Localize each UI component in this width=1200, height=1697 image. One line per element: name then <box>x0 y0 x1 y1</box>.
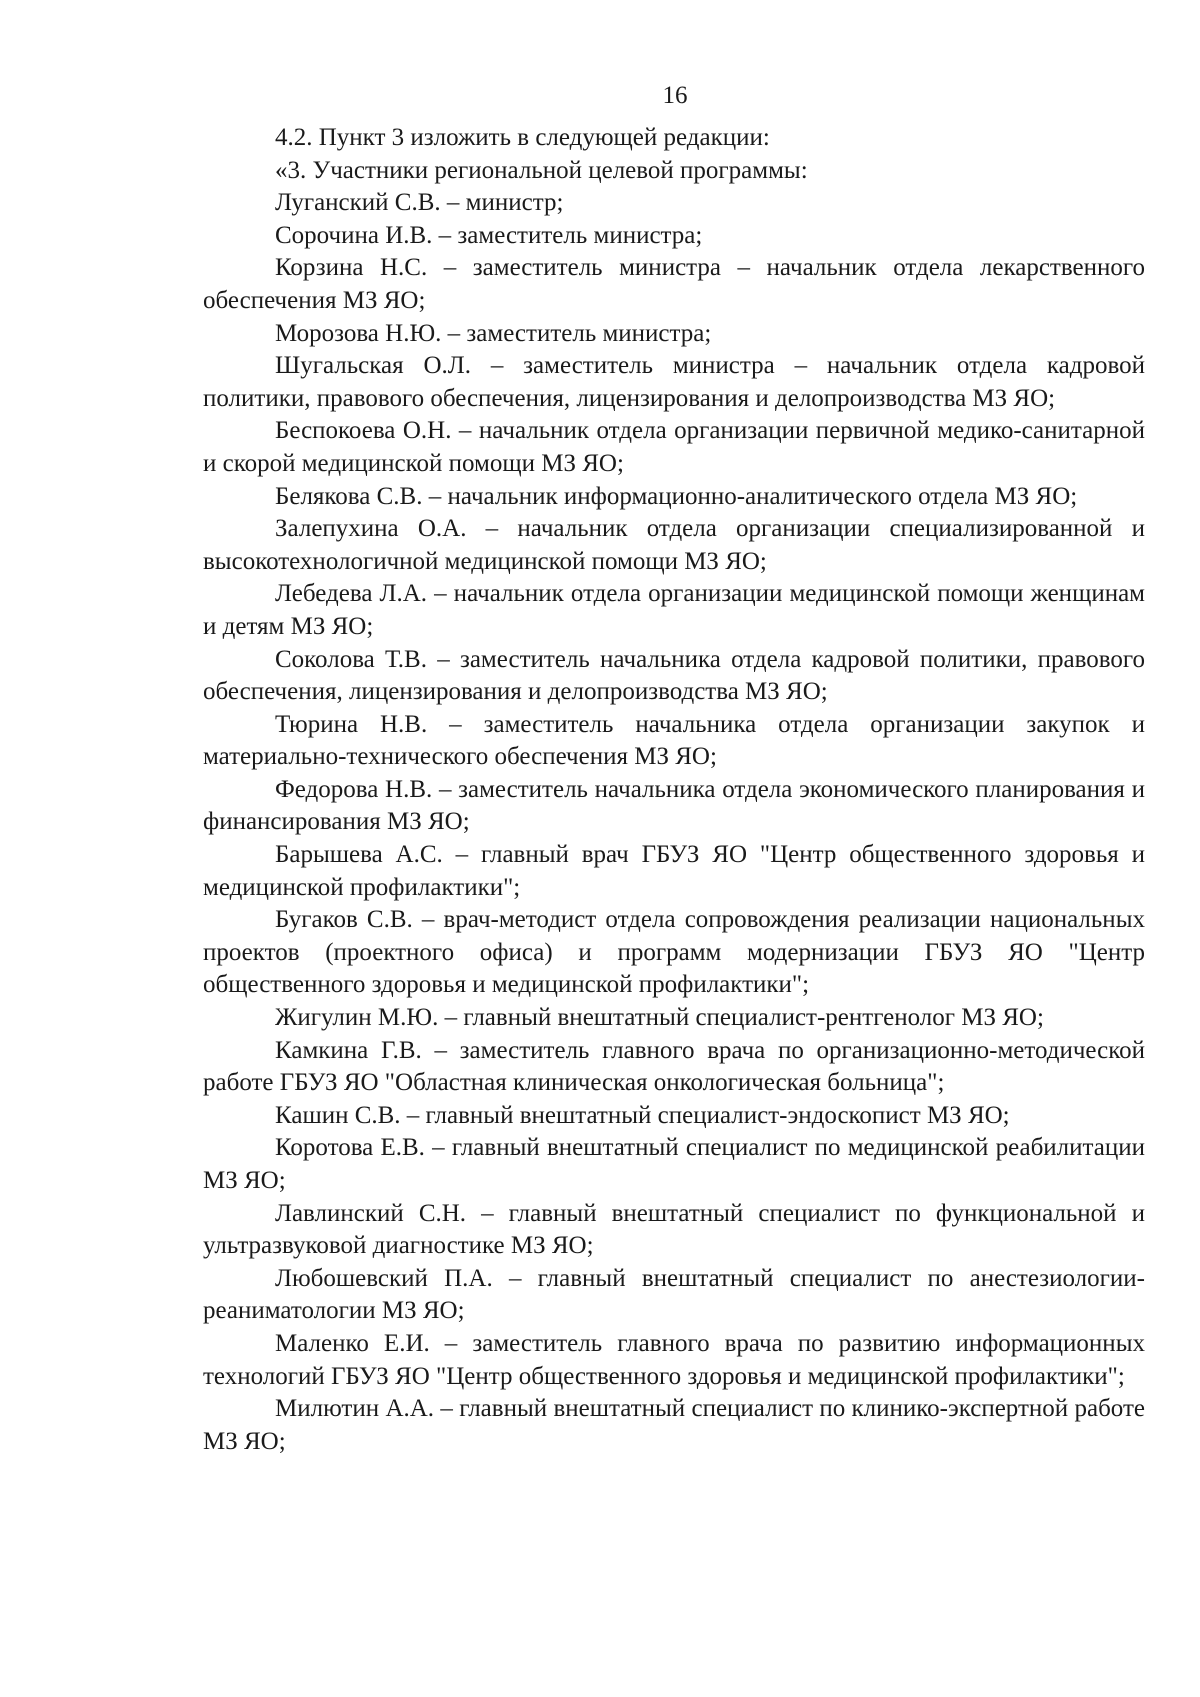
participant-item: Коротова Е.В. – главный внештатный специалист по медицинской реабилитации МЗ ЯО; <box>203 1134 1145 1194</box>
document-body <box>203 122 1145 1458</box>
participant-item: Тюрина Н.В. – заместитель начальника отдела организации закупок и материально-технического обеспечения МЗ ЯО; <box>203 710 1145 771</box>
participant-item: Маленко Е.И. – заместитель главного врача по развитию информационных технологий ГБУЗ ЯО "Центр общественного здоровья и медицинской профилактики"; <box>203 1329 1145 1390</box>
participant-item: Морозова Н.Ю. – заместитель министра; <box>275 319 712 347</box>
participant-item: Корзина Н.С. – заместитель министра – начальник отдела лекарственного обеспечения МЗ ЯО; <box>203 254 1145 314</box>
paragraph-participants-heading: «3. Участники региональной целевой программы: <box>275 156 808 184</box>
participant-item: Луганский С.В. – министр; <box>275 189 564 217</box>
participant-item: Любошевский П.А. – главный внештатный специалист по анестезиологии-реаниматологии МЗ ЯО; <box>203 1264 1145 1325</box>
paragraph-amendment-intro: 4.2. Пункт 3 изложить в следующей редакции: <box>275 124 770 151</box>
participant-item: Жигулин М.Ю. – главный внештатный специалист-рентгенолог МЗ ЯО; <box>275 1004 1044 1032</box>
participant-item: Беспокоева О.Н. – начальник отдела организации первичной медико-санитарной и скорой медицинской помощи МЗ ЯО; <box>203 417 1145 477</box>
participant-item: Федорова Н.В. – заместитель начальника отдела экономического планирования и финансирования МЗ ЯО; <box>203 775 1145 836</box>
participant-item: Камкина Г.В. – заместитель главного врача по организационно-методической работе ГБУЗ ЯО "Областная клиническая онкологическая больница"; <box>203 1036 1145 1097</box>
participant-item: Соколова Т.В. – заместитель начальника отдела кадровой политики, правового обеспечения, лицензирования и делопроизводства МЗ ЯО; <box>203 645 1145 706</box>
participant-item: Кашин С.В. – главный внештатный специалист-эндоскопист МЗ ЯО; <box>275 1101 1010 1129</box>
participant-item: Шугальская О.Л. – заместитель министра – начальник отдела кадровой политики, правового обеспечения, лицензирования и делопроизводства МЗ ЯО; <box>203 352 1145 412</box>
page-number: 16 <box>662 82 688 109</box>
participant-item: Милютин А.А. – главный внештатный специалист по клинико-экспертной работе МЗ ЯО; <box>203 1395 1145 1455</box>
participant-item: Лебедева Л.А. – начальник отдела организации медицинской помощи женщинам и детям МЗ ЯО; <box>203 580 1145 640</box>
participant-item: Лавлинский С.Н. – главный внештатный специалист по функциональной и ультразвуковой диагностике МЗ ЯО; <box>203 1199 1145 1260</box>
participant-item: Сорочина И.В. – заместитель министра; <box>275 221 703 249</box>
participant-item: Барышева А.С. – главный врач ГБУЗ ЯО "Центр общественного здоровья и медицинской профилактики"; <box>203 841 1145 901</box>
participant-item: Бугаков С.В. – врач-методист отдела сопровождения реализации национальных проектов (проектного офиса) и программ модернизации ГБУЗ ЯО "Центр общественного здоровья и медицинской профилактики"; <box>203 906 1145 999</box>
participant-item: Залепухина О.А. – начальник отдела организации специализированной и высокотехнологичной медицинской помощи МЗ ЯО; <box>203 515 1145 575</box>
participant-item: Белякова С.В. – начальник информационно-аналитического отдела МЗ ЯО; <box>275 482 1078 510</box>
